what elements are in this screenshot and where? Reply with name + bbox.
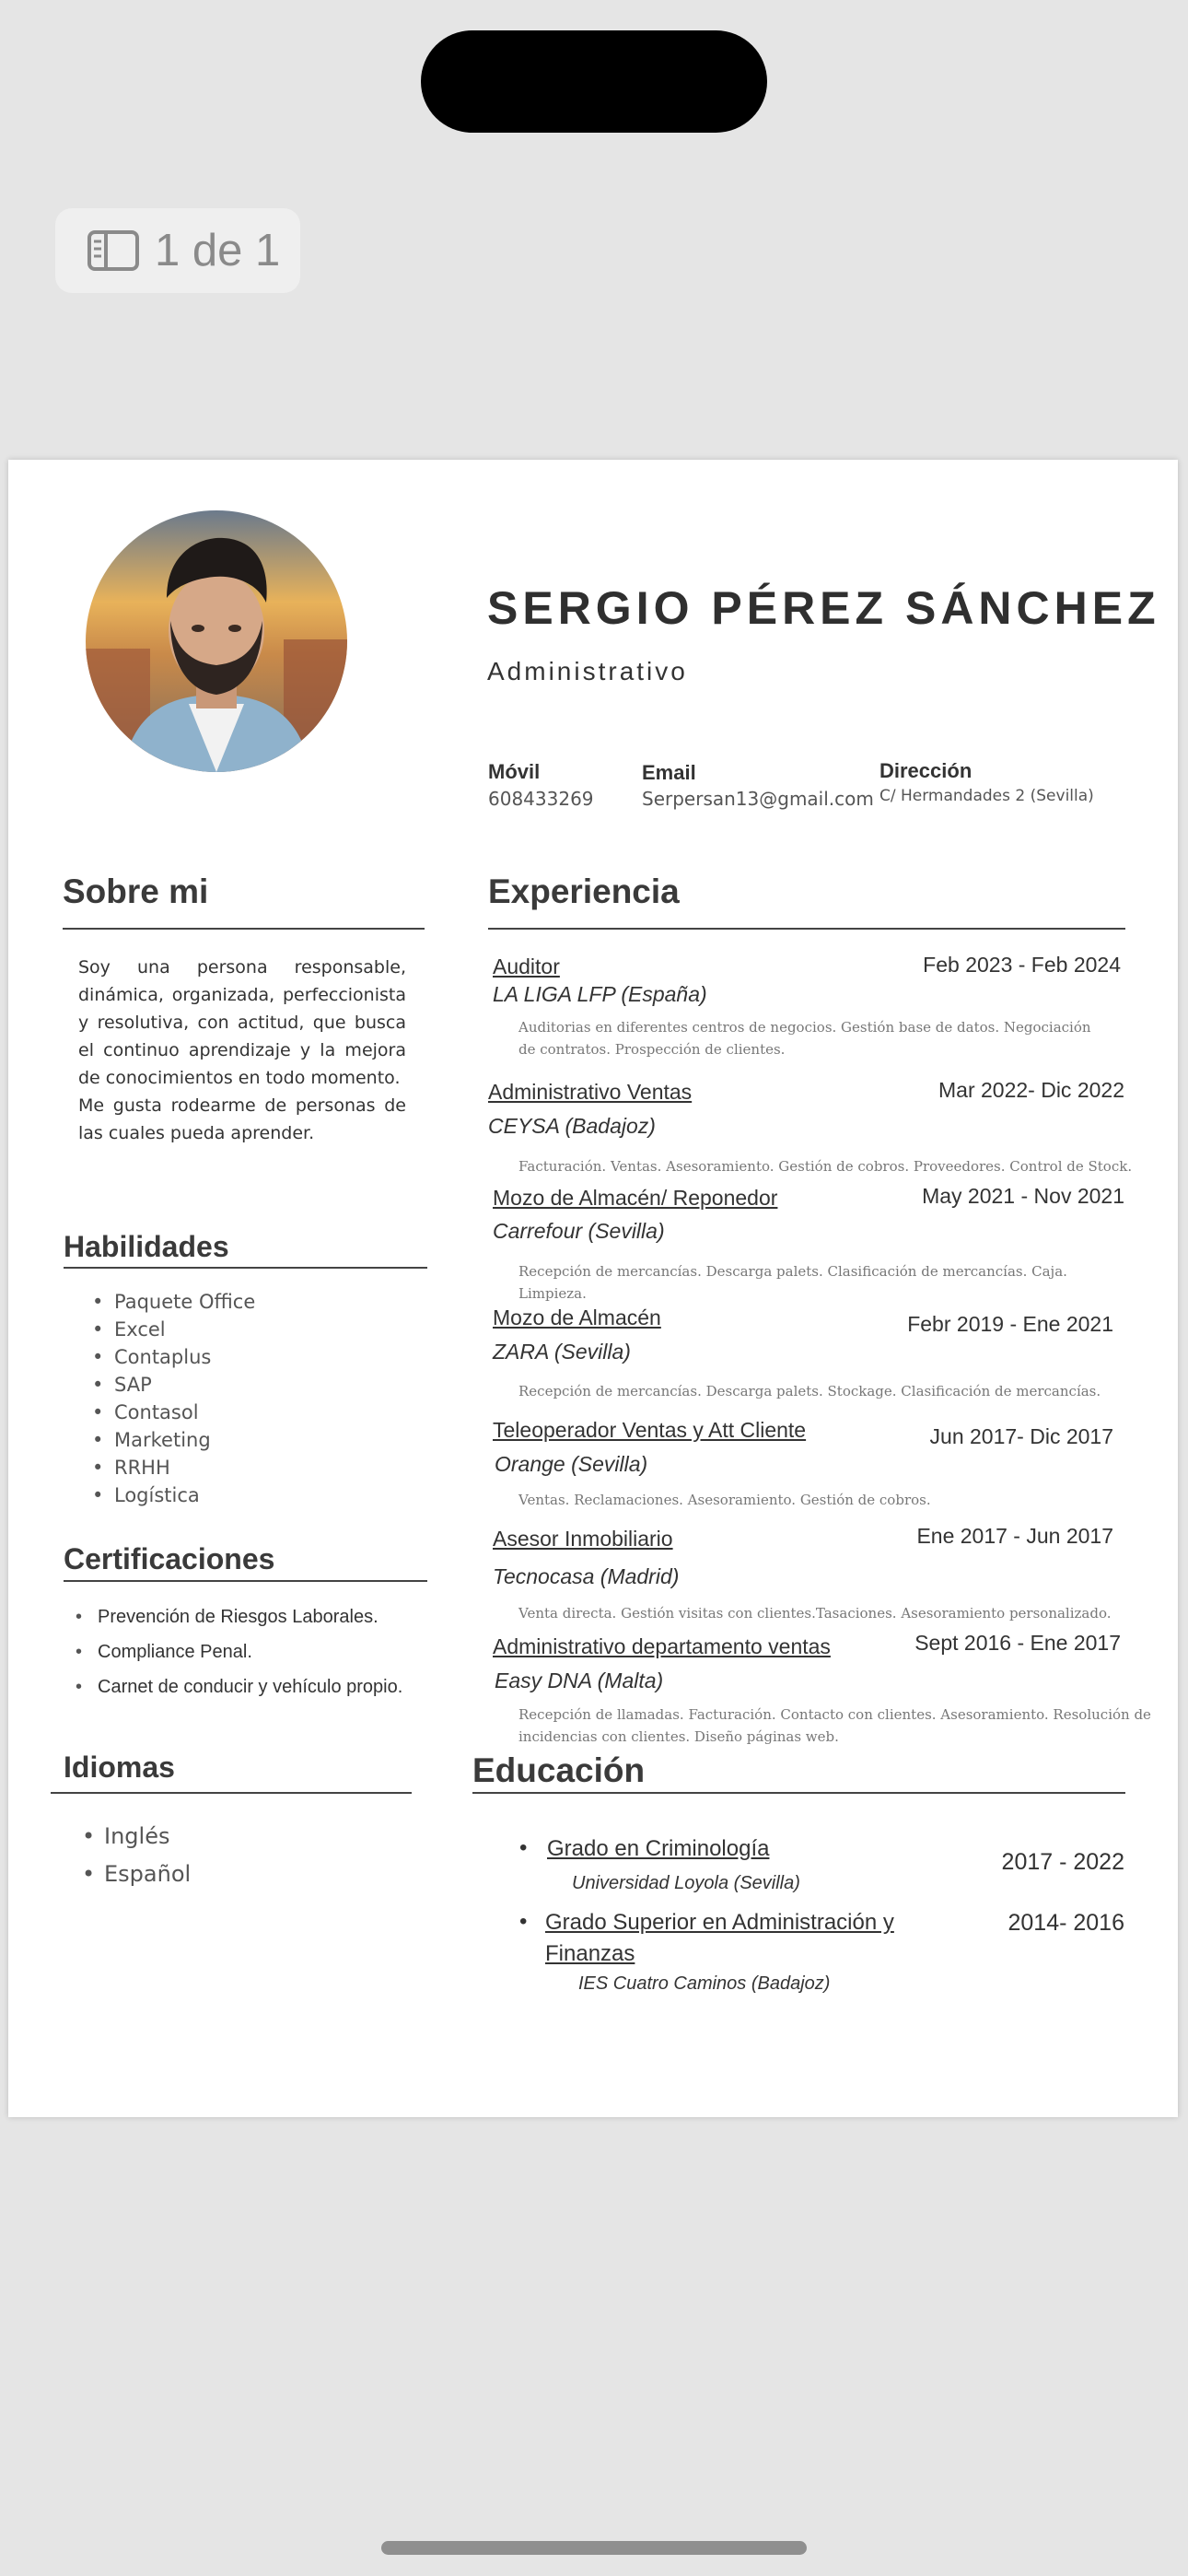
skills-divider <box>64 1267 427 1269</box>
skills-list <box>87 1288 400 1509</box>
education-school: Universidad Loyola (Sevilla) <box>572 1873 800 1893</box>
phone-label: Móvil <box>488 760 541 783</box>
languages-list <box>76 1818 353 1893</box>
education-school: IES Cuatro Caminos (Badajoz) <box>578 1973 831 1994</box>
list-item: • Excel <box>87 1316 400 1343</box>
list-item: • Contaplus <box>87 1343 400 1371</box>
education-dates: 2017 - 2022 <box>1001 1849 1124 1875</box>
languages-title: Idiomas <box>64 1751 175 1784</box>
job-description: Facturación. Ventas. Asesoramiento. Gestión de cobros. Proveedores. Control de Stock. <box>518 1158 1133 1175</box>
job-dates: May 2021 - Nov 2021 <box>922 1184 1124 1208</box>
job-company: Tecnocasa (Madrid) <box>493 1564 680 1588</box>
job-description: Recepción de mercancías. Descarga palets. Clasificación de mercancías. Caja. Limpieza. <box>518 1263 1067 1302</box>
job-company: Orange (Sevilla) <box>495 1452 648 1476</box>
dynamic-island <box>421 30 767 133</box>
job-title: Administrativo departamento ventas <box>493 1634 831 1658</box>
address-value: C/ Hermandades 2 (Sevilla) <box>879 787 1094 805</box>
job-dates: Mar 2022- Dic 2022 <box>938 1078 1124 1102</box>
job-dates: Febr 2019 - Ene 2021 <box>907 1312 1113 1336</box>
job-title: Mozo de Almacén <box>493 1306 661 1329</box>
list-item: • Carnet de conducir y vehículo propio. <box>70 1675 420 1700</box>
address-label: Dirección <box>879 759 973 782</box>
job-title: Mozo de Almacén/ Reponedor <box>493 1186 778 1210</box>
job-title: Teleoperador Ventas y Att Cliente <box>493 1418 807 1442</box>
job-dates: Sept 2016 - Ene 2017 <box>914 1631 1121 1655</box>
list-item: • Compliance Penal. <box>70 1640 420 1665</box>
certifications-list <box>70 1605 420 1710</box>
profile-photo <box>86 510 347 772</box>
job-company: LA LIGA LFP (España) <box>493 982 707 1006</box>
experience-divider <box>488 928 1125 930</box>
education-dates: 2014- 2016 <box>1007 1910 1124 1936</box>
list-item: • Prevención de Riesgos Laborales. <box>70 1605 420 1630</box>
list-item: • Contasol <box>87 1399 400 1426</box>
about-title: Sobre mi <box>63 872 209 910</box>
candidate-name: SERGIO PÉREZ SÁNCHEZ <box>487 582 1160 634</box>
job-title: Administrativo Ventas <box>488 1080 693 1104</box>
about-divider <box>63 928 425 930</box>
job-title: Auditor <box>493 954 560 978</box>
list-item: • Logística <box>87 1481 400 1509</box>
job-description: Recepción de llamadas. Facturación. Contacto con clientes. Asesoramiento. Resolución de incidencias con clientes. Diseño páginas web. <box>518 1706 1151 1745</box>
job-company: Carrefour (Sevilla) <box>493 1219 665 1243</box>
certifications-title: Certificaciones <box>64 1542 275 1575</box>
candidate-role: Administrativo <box>487 657 688 685</box>
job-description: Venta directa. Gestión visitas con clientes.Tasaciones. Asesoramiento personalizado. <box>518 1605 1112 1622</box>
job-dates: Ene 2017 - Jun 2017 <box>916 1524 1113 1548</box>
education-title-item: Grado Superior en Administración y Finanzas <box>545 1910 894 1966</box>
bullet: • <box>519 1835 528 1860</box>
certifications-divider <box>64 1580 427 1582</box>
email-label: Email <box>642 761 696 784</box>
page-indicator-label: 1 de 1 <box>155 226 281 275</box>
about-text: Soy una persona responsable, dinámica, organizada, perfeccionista y resolutiva, con actitud, que busca el continuo aprendizaje y la mejora de conocimientos en todo momento. Me gusta rodearme de personas de las cuales pueda aprender. <box>78 957 406 1143</box>
job-dates: Jun 2017- Dic 2017 <box>929 1424 1113 1448</box>
job-company: CEYSA (Badajoz) <box>488 1114 656 1138</box>
education-title: Educación <box>472 1751 646 1789</box>
page-indicator[interactable] <box>55 208 300 293</box>
list-item: • Inglés <box>76 1818 353 1856</box>
job-title: Asesor Inmobiliario <box>493 1527 673 1551</box>
list-item: • RRHH <box>87 1454 400 1481</box>
sidebar-icon <box>87 229 140 272</box>
job-description: Auditorias en diferentes centros de negocios. Gestión base de datos. Negociación de contratos. Prospección de clientes. <box>518 1019 1091 1058</box>
phone-value: 608433269 <box>488 788 594 810</box>
education-divider <box>472 1792 1125 1794</box>
bullet: • <box>519 1909 528 1934</box>
job-company: ZARA (Sevilla) <box>493 1340 631 1364</box>
list-item: • Español <box>76 1856 353 1893</box>
experience-title: Experiencia <box>488 872 680 910</box>
education-title-item: Grado en Criminología <box>547 1836 770 1861</box>
languages-divider <box>51 1792 412 1794</box>
home-indicator[interactable] <box>381 2541 807 2555</box>
skills-title: Habilidades <box>64 1230 229 1263</box>
list-item: • SAP <box>87 1371 400 1399</box>
job-company: Easy DNA (Malta) <box>495 1669 664 1692</box>
job-description: Recepción de mercancías. Descarga palets. Stockage. Clasificación de mercancías. <box>518 1383 1101 1399</box>
job-description: Ventas. Reclamaciones. Asesoramiento. Gestión de cobros. <box>518 1492 931 1508</box>
resume-page <box>8 460 1178 2117</box>
list-item: • Marketing <box>87 1426 400 1454</box>
job-dates: Feb 2023 - Feb 2024 <box>923 953 1121 977</box>
email-value: Serpersan13@gmail.com <box>642 788 874 810</box>
list-item: • Paquete Office <box>87 1288 400 1316</box>
